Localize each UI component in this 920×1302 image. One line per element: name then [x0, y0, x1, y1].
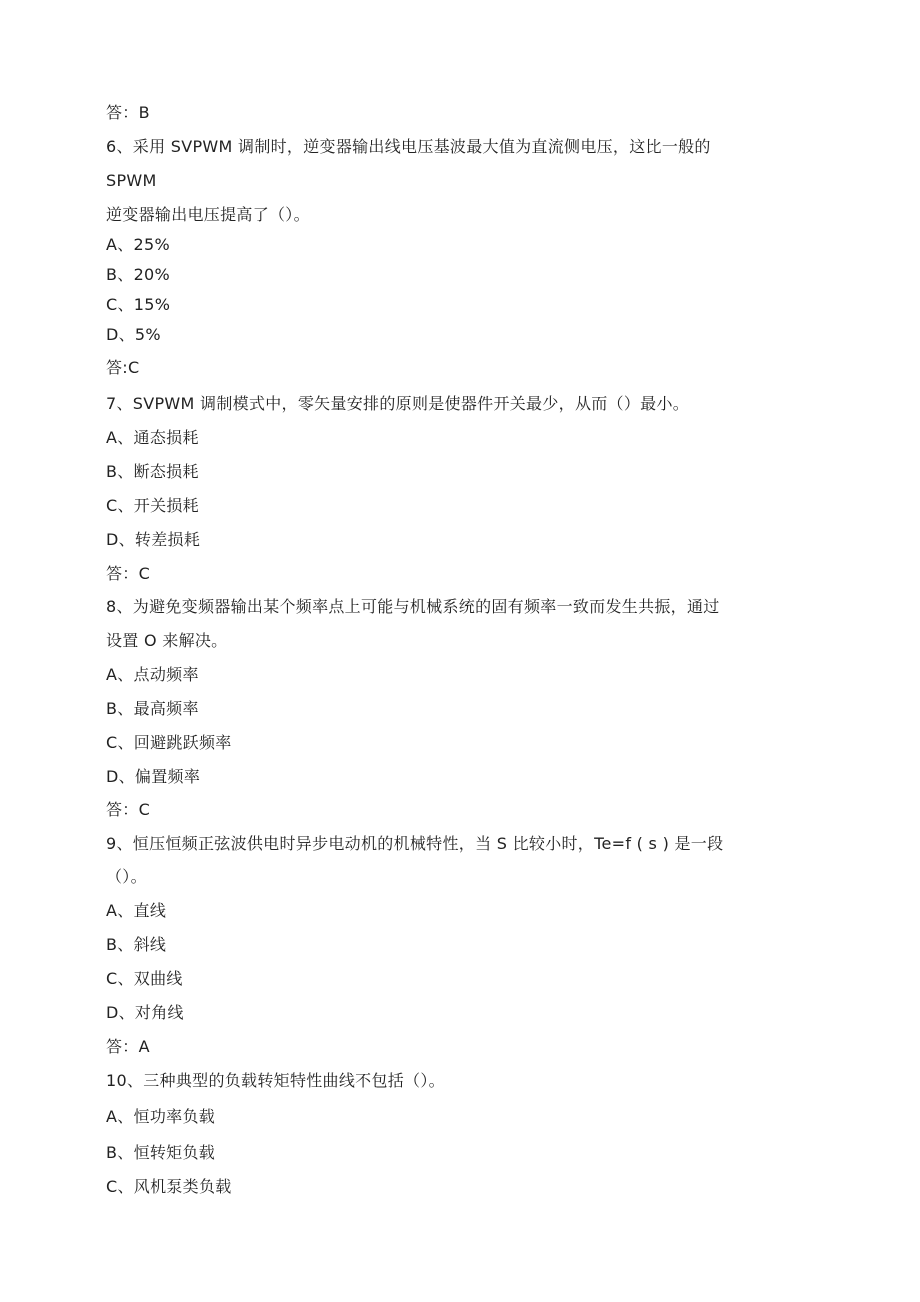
question-8-line-2: 设置 O 来解决。 — [106, 631, 228, 650]
option-9c: C、双曲线 — [106, 969, 183, 988]
question-8-line-1: 8、为避免变频器输出某个频率点上可能与机械系统的固有频率一致而发生共振，通过 — [106, 597, 720, 616]
question-9-line-2: （）。 — [106, 867, 147, 886]
option-8d: D、偏置频率 — [106, 767, 201, 786]
option-8a: A、点动频率 — [106, 665, 199, 684]
option-8b: B、最高频率 — [106, 699, 199, 718]
answer-5: 答：B — [106, 103, 150, 122]
option-6b: B、20% — [106, 265, 171, 284]
option-6d: D、5% — [106, 325, 161, 344]
option-7d: D、转差损耗 — [106, 530, 201, 549]
question-6-line-1: 6、采用 SVPWM 调制时，逆变器输出线电压基波最大值为直流侧电压，这比一般的 — [106, 137, 711, 156]
question-10: 10、三种典型的负载转矩特性曲线不包括（）。 — [106, 1071, 445, 1090]
answer-8: 答：C — [106, 800, 151, 819]
option-9d: D、对角线 — [106, 1003, 184, 1022]
option-10b: B、恒转矩负载 — [106, 1143, 216, 1162]
option-10a: A、恒功率负载 — [106, 1107, 216, 1126]
option-8c: C、回避跳跃频率 — [106, 733, 232, 752]
question-6-line-3: 逆变器输出电压提高了（）。 — [106, 205, 310, 224]
option-10c: C、风机泵类负载 — [106, 1177, 232, 1196]
option-7a: A、通态损耗 — [106, 428, 199, 447]
option-7c: C、开关损耗 — [106, 496, 199, 515]
question-7: 7、SVPWM 调制模式中，零矢量安排的原则是使器件开关最少，从而（）最小。 — [106, 394, 690, 413]
option-9a: A、直线 — [106, 901, 167, 920]
option-7b: B、断态损耗 — [106, 462, 199, 481]
option-6c: C、15% — [106, 295, 171, 314]
option-6a: A、25% — [106, 235, 171, 254]
question-9-line-1: 9、恒压恒频正弦波供电时异步电动机的机械特性，当 S 比较小时，Te=f ( s ) 是一段 — [106, 834, 724, 853]
answer-6: 答:C — [106, 358, 140, 377]
question-6-line-2: SPWM — [106, 171, 157, 190]
answer-9: 答：A — [106, 1037, 150, 1056]
answer-7: 答：C — [106, 564, 151, 583]
option-9b: B、斜线 — [106, 935, 167, 954]
